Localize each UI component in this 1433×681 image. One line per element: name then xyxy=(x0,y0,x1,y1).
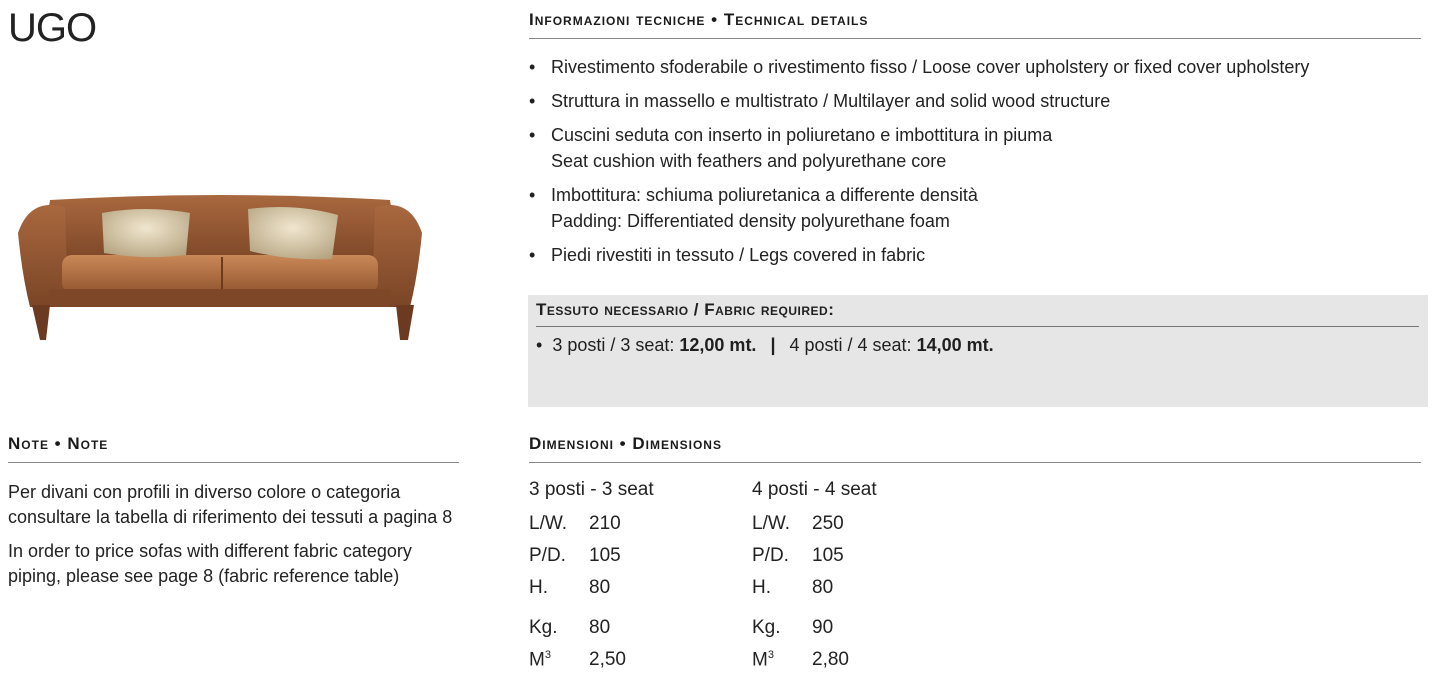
notes-heading: Note • Note xyxy=(8,434,459,463)
product-title: UGO xyxy=(8,6,97,50)
dim-value: 2,80 xyxy=(812,649,849,670)
dim-value: 80 xyxy=(589,617,611,638)
dim-value: 210 xyxy=(589,513,621,534)
dim-label: $M^3$ xyxy=(752,649,774,671)
dim-value: 250 xyxy=(812,513,844,534)
fabric-required-box xyxy=(528,295,1428,407)
sofa-image xyxy=(10,185,430,350)
dim-label: P/D. xyxy=(529,545,566,566)
dim-value: 80 xyxy=(812,577,834,598)
dim-value: 105 xyxy=(812,545,844,566)
fabric-3seat-value: 12,00 mt. xyxy=(679,335,757,355)
dim-label: H. xyxy=(529,577,548,598)
fabric-4seat-label: 4 posti / 4 seat: xyxy=(789,335,917,355)
dim-label: Kg. xyxy=(529,617,558,638)
dimensions-3-seat-title: 3 posti - 3 seat xyxy=(529,479,654,500)
separator: | xyxy=(770,335,776,355)
list-item: • Cuscini seduta con inserto in poliuretano e imbottitura in piuma Seat cushion with feathers and polyurethane core xyxy=(529,122,1429,174)
dim-label: Kg. xyxy=(752,617,781,638)
dim-value: 90 xyxy=(812,617,834,638)
dim-label: $M^3$ xyxy=(529,649,551,671)
fabric-4seat-value: 14,00 mt. xyxy=(916,335,994,355)
list-item: • Imbottitura: schiuma poliuretanica a differente densità Padding: Differentiated density polyurethane foam xyxy=(529,182,1429,234)
dim-label: P/D. xyxy=(752,545,789,566)
dimensions-3-seat xyxy=(529,479,654,681)
dimensions-4-seat-title: 4 posti - 4 seat xyxy=(752,479,877,500)
dim-value: 2,50 xyxy=(589,649,626,670)
list-item: • Piedi rivestiti in tessuto / Legs covered in fabric xyxy=(529,242,1429,268)
fabric-3seat-label: 3 posti / 3 seat: xyxy=(552,335,680,355)
notes-text xyxy=(8,480,459,598)
dim-value: 105 xyxy=(589,545,621,566)
list-item: • Rivestimento sfoderabile o rivestimento fisso / Loose cover upholstery or fixed cover upholstery xyxy=(529,54,1429,80)
fabric-required-heading: Tessuto necessario / Fabric required: xyxy=(536,300,1419,327)
fabric-required-values: • 3 posti / 3 seat: 12,00 mt. | 4 posti / 4 seat: 14,00 mt. xyxy=(536,335,994,355)
dim-label: L/W. xyxy=(529,513,568,534)
note-english: In order to price sofas with different fabric category piping, please see page 8 (fabric reference table) xyxy=(8,541,412,586)
technical-details-heading: Informazioni tecniche • Technical details xyxy=(529,10,1421,39)
dim-label: L/W. xyxy=(752,513,791,534)
dim-value: 80 xyxy=(589,577,611,598)
technical-details-list xyxy=(529,54,1429,276)
dimensions-heading: Dimensioni • Dimensions xyxy=(529,434,1421,463)
list-item: • Struttura in massello e multistrato / Multilayer and solid wood structure xyxy=(529,88,1429,114)
dim-label: H. xyxy=(752,577,771,598)
note-italian: Per divani con profili in diverso colore o categoria consultare la tabella di riferimento dei tessuti a pagina 8 xyxy=(8,482,453,527)
dimensions-4-seat xyxy=(752,479,877,681)
